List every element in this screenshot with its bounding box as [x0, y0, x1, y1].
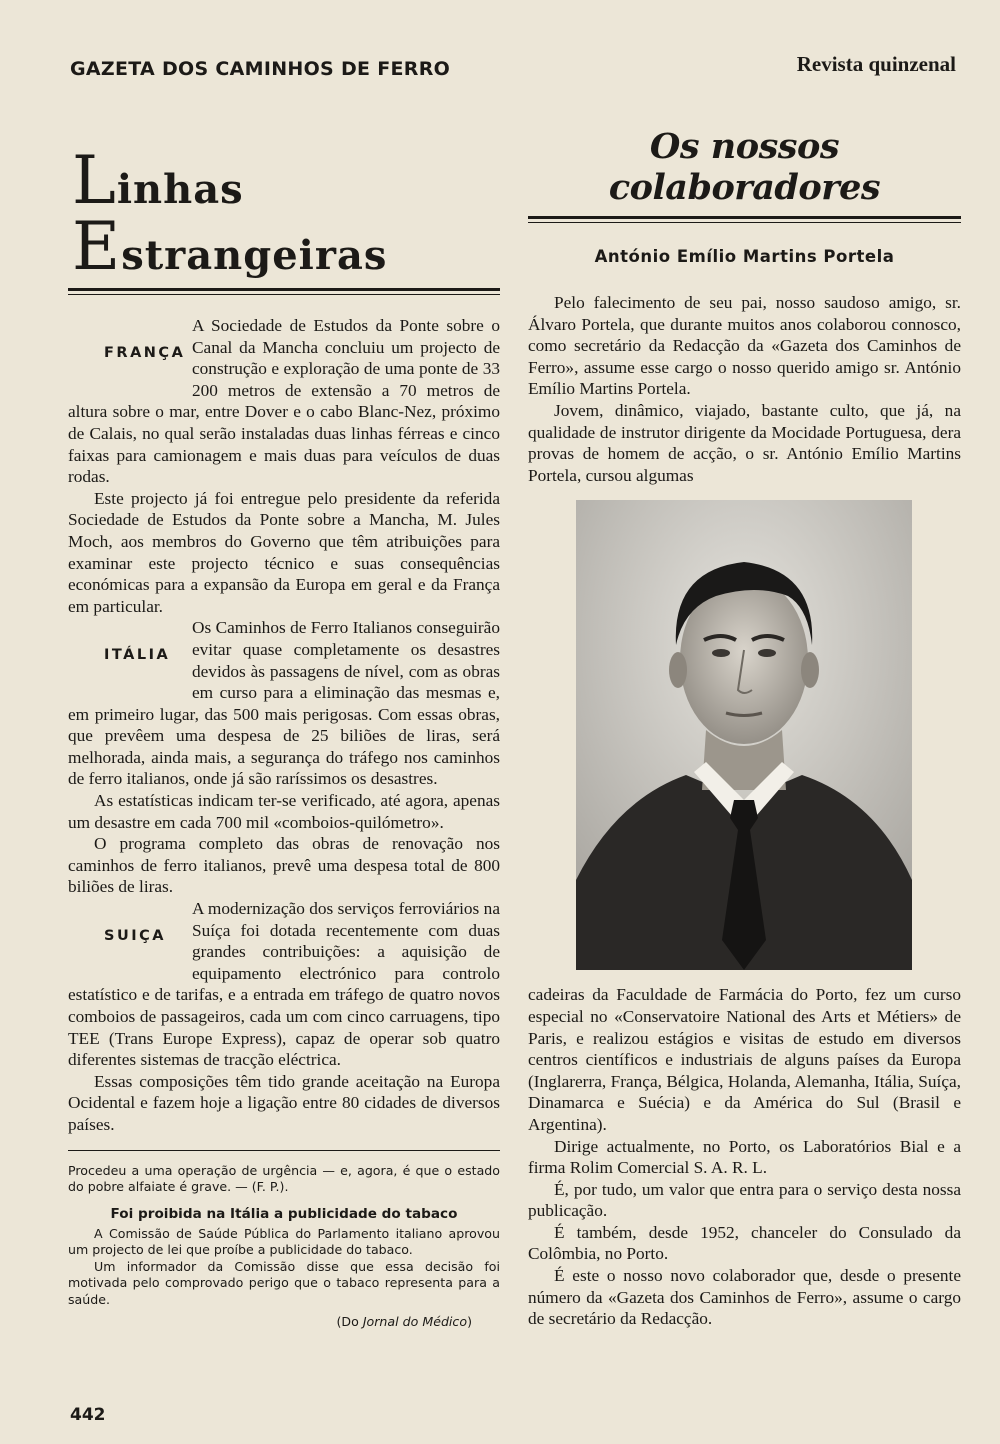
headline-rule	[528, 216, 961, 223]
byline: António Emílio Martins Portela	[594, 247, 895, 266]
headline-linhas-estrangeiras: Linhas Estrangeiras	[72, 142, 388, 285]
running-head-subtitle: Revista quinzenal	[796, 52, 956, 76]
paragraph: A Comissão de Saúde Pública do Parlamento italiano aprovou um projecto de lei que proíbe a publicidade do tabaco.	[68, 1225, 500, 1258]
running-head-title: GAZETA DOS CAMINHOS DE FERRO	[70, 58, 451, 80]
paragraph: As estatísticas indicam ter-se verificado, até agora, apenas um desastre em cada 700 mil «comboios-quilómetro».	[68, 791, 500, 832]
paragraph: Este projecto já foi entregue pelo presidente da referida Sociedade de Estudos da Ponte sobre a Mancha, M. Jules Moch, aos membros do Governo que têm atribuições para examinar este projecto técnico e suas consequências económicas para a expansão da Europa em geral e da França em particular.	[68, 488, 500, 616]
right-column	[528, 122, 961, 1330]
paragraph: Um informador da Comissão disse que essa decisão foi motivada pelo comprovado perigo que o tabaco representa para a saúde.	[68, 1258, 500, 1307]
paragraph: Dirige actualmente, no Porto, os Laboratórios Bial e a firma Rolim Comercial S. A. R. L.	[528, 1136, 961, 1178]
country-label-italia: ITÁLIA	[104, 647, 171, 664]
paragraph: É, por tudo, um valor que entra para o serviço desta nossa publicação.	[528, 1179, 961, 1221]
divider	[68, 1150, 500, 1151]
paragraph: A modernização dos serviços ferroviários na Suíça foi dotada recentemente com duas grandes contribuições: a aquisição de equipamento electrónico para controlo estatístico e de tarifas, e a entrada em tráfego de quatro novos comboios de passageiros, cada um com cinco carruagens, tipo TEE (Trans Europe Express), capaz de operar sob quatro diferentes sistemas de tracção eléctrica.	[68, 899, 500, 1070]
paragraph: É também, desde 1952, chanceler do Consulado da Colômbia, no Porto.	[528, 1222, 961, 1264]
portrait-photo	[576, 500, 912, 970]
country-label-franca: FRANÇA	[104, 345, 186, 361]
headline-rule	[68, 288, 500, 295]
left-column	[68, 128, 500, 1329]
page-number: 442	[70, 1405, 106, 1425]
tobacco-source: (Do Jornal do Médico)	[336, 1314, 472, 1330]
tobacco-title: Foi proibida na Itália a publicidade do tabaco	[110, 1205, 458, 1222]
paragraph: Pelo falecimento de seu pai, nosso saudoso amigo, sr. Álvaro Portela, que durante muitos anos colaborou connosco, como secretário da Redacção da «Gazeta dos Caminhos de Ferro», assume esse cargo o nosso querido amigo sr. António Emílio Martins Portela.	[528, 293, 961, 399]
paragraph: cadeiras da Faculdade de Farmácia do Porto, fez um curso especial no «Conservatoire National des Arts et Métiers» de Paris, e realizou estágios e visitas de estudo em diversos centros científicos e industriais de alguns países da Europa (Inglarerra, França, Bélgica, Holanda, Alemanha, Itália, Suíça, Dinamarca e Suécia) e da América do Sul (Brasil e Argentina).	[528, 985, 961, 1134]
joke-note	[68, 1163, 500, 1196]
joke-text: Procedeu a uma operação de urgência — e, agora, é que o estado do pobre alfaiate é grave. — (F. P.).	[68, 1162, 500, 1195]
right-body	[528, 292, 961, 1330]
headline-colaboradores: Os nossos colaboradores	[608, 126, 881, 208]
country-label-suica: SUIÇA	[104, 928, 166, 945]
section-italia	[68, 617, 500, 898]
tobacco-note	[68, 1226, 500, 1309]
portrait-image	[576, 500, 912, 970]
paragraph: Jovem, dinâmico, viajado, bastante culto, que já, na qualidade de instrutor dirigente da Mocidade Portuguesa, dera provas de homem de acção, o sr. António Emílio Martins Portela, cursou algumas	[528, 400, 961, 485]
paragraph: A Sociedade de Estudos da Ponte sobre o Canal da Mancha concluiu um projecto de construção e exploração de uma ponte de 33 200 metros de extensão a 70 metros de altura sobre o mar, entre Dover e o cabo Blanc-Nez, próximo de Calais, no qual serão instaladas duas linhas férreas e cinco faixas para camionagem e mais duas para veículos de duas rodas.	[68, 316, 500, 487]
paragraph: Os Caminhos de Ferro Italianos conseguirão evitar quase completamente os desastres devidos às passagens de nível, com as obras em curso para a eliminação das mesmas e, em primeiro lugar, das 500 mais perigosas. Com essas obras, que prevêem uma despesa de 25 biliões de liras, será melhorada, ainda mais, a segurança do tráfego nos caminhos de ferro italianos, onde já são raríssimos os desastres.	[68, 618, 500, 789]
section-franca	[68, 315, 500, 617]
paragraph: O programa completo das obras de renovação nos caminhos de ferro italianos, prevê uma despesa total de 800 biliões de liras.	[68, 834, 500, 897]
section-suica	[68, 898, 500, 1136]
paragraph: Essas composições têm tido grande aceitação na Europa Ocidental e fazem hoje a ligação entre 80 cidades de diversos países.	[68, 1071, 500, 1134]
paragraph: É este o nosso novo colaborador que, desde o presente número da «Gazeta dos Caminhos de Ferro», assume o cargo de secretário da Redacção.	[528, 1266, 961, 1329]
foreign-lines-body	[68, 315, 500, 1136]
